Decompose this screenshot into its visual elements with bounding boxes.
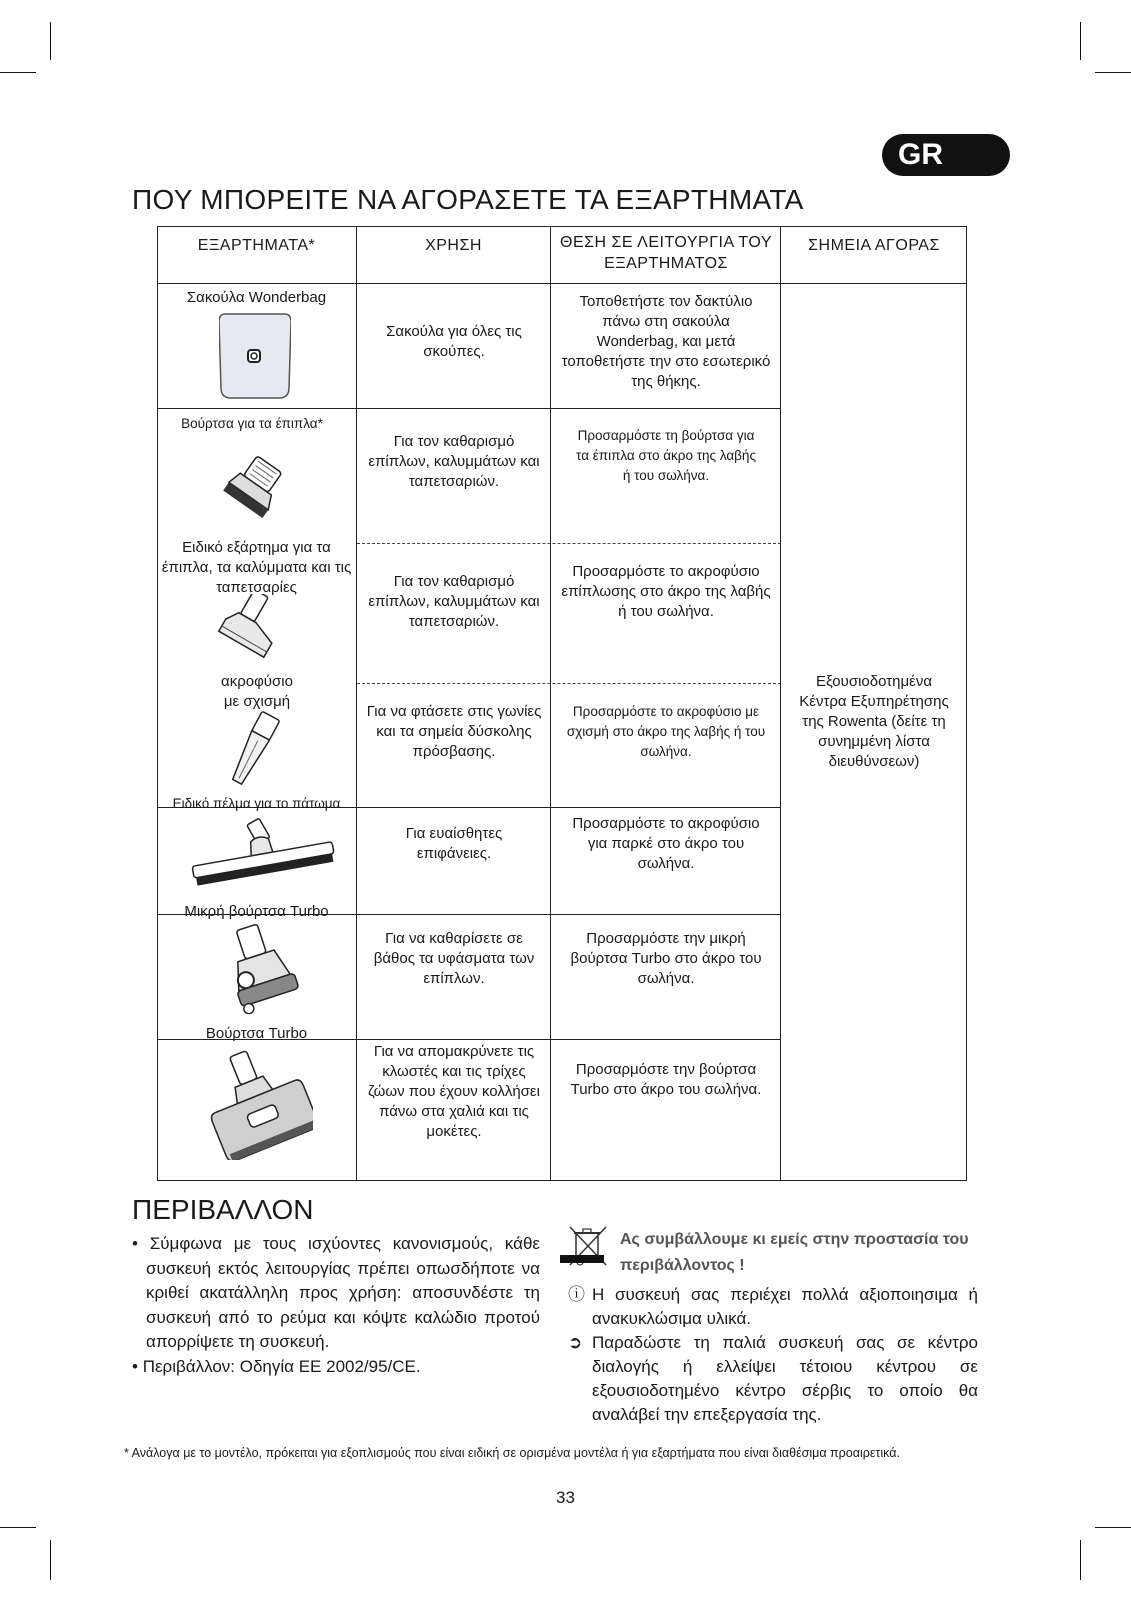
list-item: • Περιβάλλον: Οδηγία ΕΕ 2002/95/CE. — [132, 1356, 421, 1376]
header-position: ΘΕΣΗ ΣΕ ΛΕΙΤΟΥΡΓΙΑ ΤΟΥ ΕΞΑΡΤΗΜΑΤΟΣ — [560, 234, 772, 272]
item-name: Βούρτσα για τα έπιπλα* — [181, 416, 323, 431]
row-divider — [157, 408, 781, 409]
crossed-bin-icon — [568, 1223, 608, 1271]
item-name: ακροφύσιο με σχισμή — [221, 673, 293, 710]
bullet-text: Σύμφωνα με τους ισχύοντες κανονισμούς, κάθε συσκευή εκτός λειτουργίας πρέπει οπωσδήποτε να κριθεί ακατάλληλη προς χρήση: αποσυνδέστε τη συσκευή από το ρεύμα και κόψτε καλώδιο προτού απορρίψετε τη συσκευή. — [146, 1234, 540, 1351]
crevice-tool-icon — [219, 710, 289, 790]
footnote: * Ανάλογα με το μοντέλο, πρόκειται για εξοπλισμούς που είναι ειδική σε ορισμένα μοντέλα ή για εξαρτήματα που είναι διαθέσιμα προαιρετικά. — [124, 1446, 900, 1460]
crop-mark — [50, 1540, 51, 1580]
header-accessories: ΕΞΑΡΤΗΜΑΤΑ* — [197, 237, 316, 254]
info-icon: ⓘ — [568, 1285, 585, 1304]
item-position: Προσαρμόστε το ακροφύσιο για παρκέ στο άκρο του σωλήνα. — [572, 815, 760, 872]
item-position: Προσαρμόστε την βούρτσα Turbo στο άκρο του σωλήνα. — [570, 1061, 762, 1098]
language-badge: GR — [882, 134, 1010, 176]
list-item: • Σύμφωνα με τους ισχύοντες κανονισμούς, κάθε συσκευή εκτός λειτουργίας πρέπει οπωσδήποτε να κριθεί ακατάλληλη προς χρήση: αποσυνδέστε τη συσκευή από το ρεύμα και κόψτε καλώδιο προτού απορρίψετε τη συσκευή. — [132, 1234, 540, 1351]
crop-mark — [0, 1527, 36, 1528]
crop-mark — [1080, 1540, 1081, 1580]
crop-mark — [1095, 72, 1131, 73]
mini-turbo-brush-icon — [219, 922, 309, 1014]
bullet-text: Περιβάλλον: Οδηγία ΕΕ 2002/95/CE. — [142, 1356, 421, 1376]
info-text: Η συσκευή σας περιέχει πολλά αξιοποιησιμα ή ανακυκλώσιμα υλικά. — [592, 1285, 978, 1328]
header-purchase-points: ΣΗΜΕΙΑ ΑΓΟΡΑΣ — [808, 237, 940, 254]
parquet-brush-icon — [187, 818, 337, 890]
table-border — [157, 226, 967, 227]
accessories-table — [157, 226, 967, 1181]
item-name: Ειδικό πέλμα για το πάτωμα — [172, 796, 341, 811]
arrow-icon: ➲ — [568, 1333, 583, 1352]
item-position: Προσαρμόστε τη βούρτσα για τα έπιπλα στο άκρο της λαβής ή του σωλήνα. — [576, 428, 756, 483]
table-border — [356, 226, 357, 1181]
table-border — [780, 226, 781, 1181]
item-use: Για τον καθαρισμό επίπλων, καλυμμάτων και ταπετσαριών. — [368, 433, 540, 490]
turbo-brush-icon — [203, 1048, 313, 1160]
crop-mark — [50, 22, 51, 60]
header-use: ΧΡΗΣΗ — [425, 237, 482, 254]
item-use: Για να φτάσετε στις γωνίες και τα σημεία δύσκολης πρόσβασης. — [366, 703, 542, 760]
furniture-brush-icon — [219, 456, 295, 526]
item-name: Σακούλα Wonderbag — [186, 289, 327, 306]
item-use: Για να απομακρύνετε τις κλωστές και τις τρίχες ζώων που έχουν κολλήσει πάνω στα χαλιά και τις μοκέτες. — [368, 1043, 540, 1140]
page-title: ΠΟΥ ΜΠΟΡΕΙΤΕ ΝΑ ΑΓΟΡΑΣΕΤΕ ΤΑ ΕΞΑΡΤΗΜΑΤΑ — [132, 184, 804, 215]
info-text: Παραδώστε τη παλιά συσκευή σας σε κέντρο διαλογής ή ελλείψει τέτοιου κέντρου σε εξουσιοδοτημένο κέντρο σέρβις το οποίο θα αναλάβεί την επεξεργασία της. — [592, 1333, 978, 1424]
vacuum-bag-icon — [219, 310, 291, 400]
table-border — [550, 226, 551, 1181]
row-divider — [357, 543, 781, 544]
list-item — [568, 1283, 978, 1331]
table-border — [966, 226, 967, 1181]
item-position: Προσαρμόστε το ακροφύσιο με σχισμή στο άκρο της λαβής ή του σωλήνα. — [566, 704, 766, 759]
table-border — [157, 283, 967, 284]
row-divider — [357, 683, 781, 684]
eco-bar — [560, 1255, 604, 1263]
item-name: Βούρτσα Turbo — [205, 1025, 308, 1042]
crop-mark — [0, 72, 36, 73]
eco-heading: Ας συμβάλλουμε κι εμείς στην προστασία του περιβάλλοντος ! — [620, 1231, 969, 1274]
item-name: Μικρή βούρτσα Turbo — [184, 903, 329, 920]
item-position: Προσαρμόστε την μικρή βούρτσα Turbo στο άκρο του σωλήνα. — [570, 930, 762, 987]
upholstery-nozzle-icon — [217, 594, 301, 664]
item-use: Για ευαίσθητες επιφάνειες. — [405, 825, 503, 862]
environment-bullets — [132, 1232, 540, 1379]
environment-title: ΠΕΡΙΒΑΛΛΟΝ — [132, 1194, 314, 1225]
item-use: Σακούλα για όλες τις σκούπες. — [386, 323, 522, 360]
item-name: Ειδικό εξάρτημα για τα έπιπλα, τα καλύμματα και τις ταπετσαρίες — [161, 539, 352, 596]
crop-mark — [1080, 22, 1081, 60]
item-position: Τοποθετήστε τον δακτύλιο πάνω στη σακούλα Wonderbag, και μετά τοποθετήστε την στο εσωτερικό της θήκης. — [561, 293, 771, 390]
table-border — [157, 1180, 967, 1181]
item-position: Προσαρμόστε το ακροφύσιο επίπλωσης στο άκρο της λαβής ή του σωλήνα. — [561, 563, 771, 620]
page-number: 33 — [556, 1488, 575, 1507]
info-list — [568, 1283, 978, 1427]
crop-mark — [1095, 1527, 1131, 1528]
list-item — [568, 1331, 978, 1427]
purchase-points: Εξουσιοδοτημένα Κέντρα Εξυπηρέτησης της Rowenta (δείτε τη συνημμένη λίστα διευθύνσεων) — [799, 673, 949, 770]
item-use: Για τον καθαρισμό επίπλων, καλυμμάτων και ταπετσαριών. — [368, 573, 540, 630]
item-use: Για να καθαρίσετε σε βάθος τα υφάσματα των επίπλων. — [373, 930, 535, 987]
